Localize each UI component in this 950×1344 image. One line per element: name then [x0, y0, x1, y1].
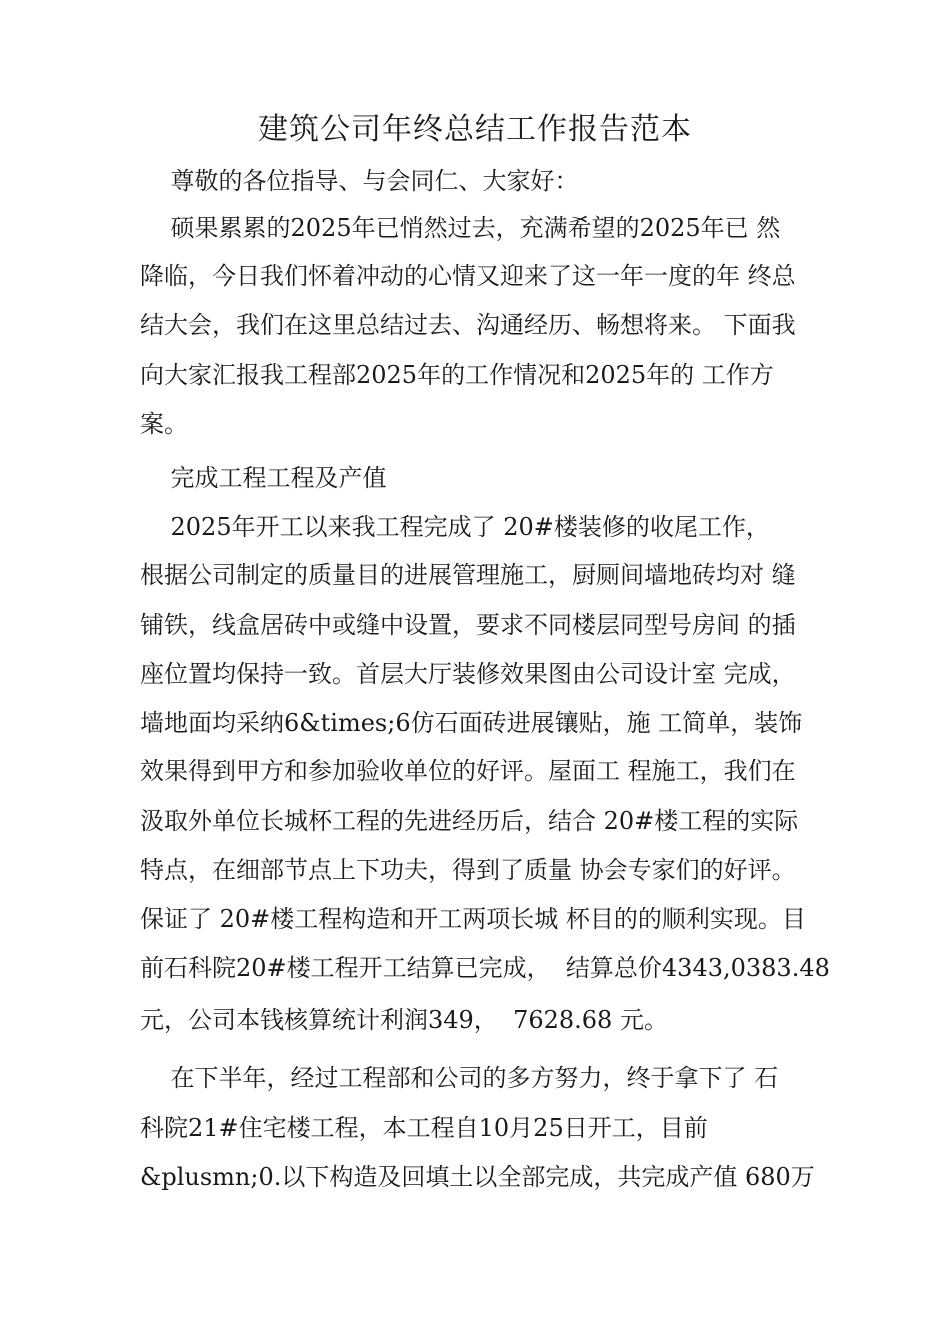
body-line: 元，公司本钱核算统计利润349， 7628.68 元。 [140, 1006, 668, 1034]
body-line: 保证了 20#楼工程构造和开工两项长城 杯目的的顺利实现。目 [140, 905, 806, 933]
body-line: 铺铁，线盒居砖中或缝中设置，要求不同楼层同型号房间 的插 [140, 611, 796, 639]
body-line: 案。 [140, 410, 188, 438]
body-line: 在下半年，经过工程部和公司的多方努力，终于拿下了 石 [140, 1064, 779, 1092]
body-line: 结大会，我们在这里总结过去、沟通经历、畅想将来。 下面我 [140, 311, 796, 339]
body-line: 2025年开工以来我工程完成了 20#楼装修的收尾工作， [140, 513, 770, 541]
body-line: 墙地面均采纳6&times;6仿石面砖进展镶贴，施 工简单，装饰 [140, 709, 803, 737]
body-line: 硕果累累的2025年已悄然过去，充满希望的2025年已 然 [140, 214, 781, 242]
body-line: 汲取外单位长城杯工程的先进经历后，结合 20#楼工程的实际 [140, 807, 799, 835]
document-title: 建筑公司年终总结工作报告范本 [258, 112, 692, 147]
body-line: 降临，今日我们怀着冲动的心情又迎来了这一年一度的年 终总 [140, 262, 796, 290]
body-line: &plusmn;0.以下构造及回填土以全部完成，共完成产值 680万 [140, 1163, 815, 1191]
body-line: 科院21#住宅楼工程，本工程自10月25日开工，目前 [140, 1114, 708, 1142]
body-line: 座位置均保持一致。首层大厅装修效果图由公司设计室 完成， [140, 660, 796, 688]
body-line: 效果得到甲方和参加验收单位的好评。屋面工 程施工，我们在 [140, 757, 796, 785]
body-line: 根据公司制定的质量目的进展管理施工，厨厕间墙地砖均对 缝 [140, 561, 796, 589]
body-line: 向大家汇报我工程部2025年的工作情况和2025年的 工作方 [140, 361, 774, 389]
body-line: 特点，在细部节点上下功夫，得到了质量 协会专家们的好评。 [140, 856, 796, 884]
body-line: 完成工程工程及产值 [140, 464, 387, 492]
body-line: 尊敬的各位指导、与会同仁、大家好： [140, 167, 579, 195]
body-line: 前石科院20#楼工程开工结算已完成， 结算总价4343,0383.48 [140, 954, 830, 982]
